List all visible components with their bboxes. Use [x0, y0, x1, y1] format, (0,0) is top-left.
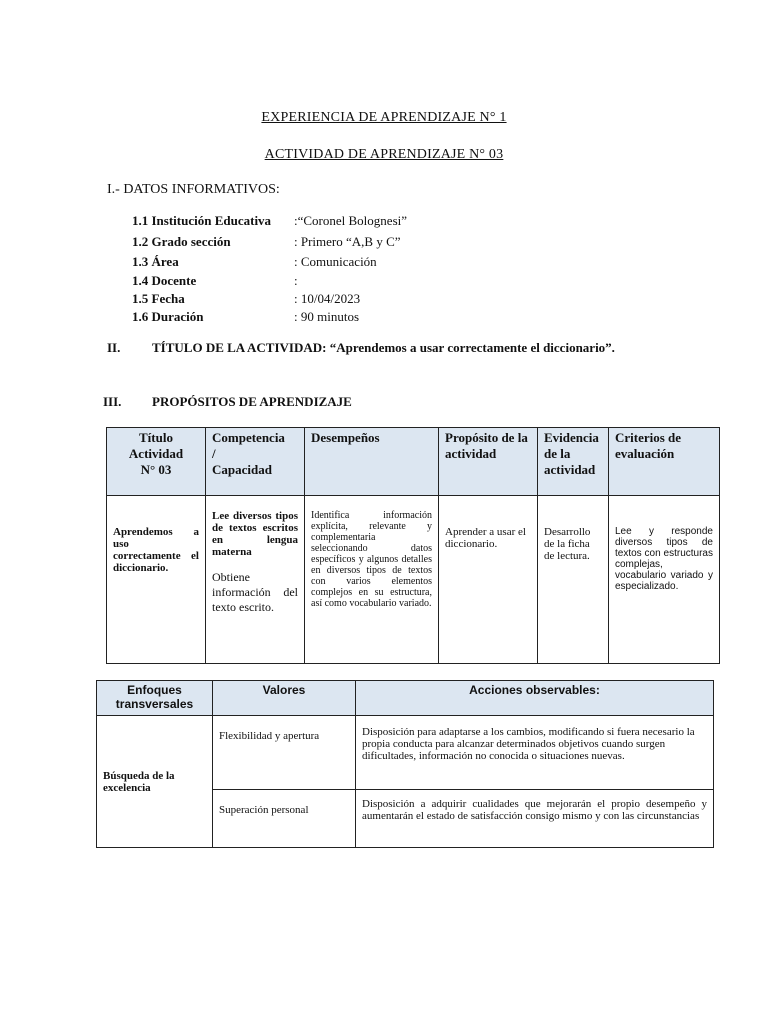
cell-accion: Disposición a adquirir cualidades que mejorarán el propio desempeño y aumentarán el estado de satisfacción consigo mismo y con las circunstancias: [356, 790, 714, 848]
info-key: 1.1 Institución Educativa: [132, 213, 272, 228]
cell-evidencia: Desarrollo de la ficha de lectura.: [538, 496, 609, 664]
section-datos-heading: I.- DATOS INFORMATIVOS:: [107, 182, 280, 197]
enfoques-table: [96, 680, 714, 848]
info-key: 1.2 Grado sección: [132, 234, 231, 249]
info-value: :“Coronel Bolognesi”: [294, 213, 408, 228]
section-3-number: III.: [103, 394, 122, 409]
capacidad-text: Obtiene información del texto escrito.: [212, 570, 298, 614]
header-competencia: [206, 428, 305, 496]
header-line: Competencia: [212, 430, 285, 445]
info-value: :: [294, 273, 298, 288]
info-key: 1.6 Duración: [132, 309, 204, 324]
cell-criterios: Lee y responde diversos tipos de textos con estructuras complejas, vocabulario variado y especializado.: [609, 496, 720, 664]
section-3-heading: PROPÓSITOS DE APRENDIZAJE: [152, 394, 352, 409]
cell-proposito: Aprender a usar el diccionario.: [439, 496, 538, 664]
competencia-text: Lee diversos tipos de textos escritos en lengua materna: [212, 510, 298, 558]
header-line: Capacidad: [212, 462, 272, 477]
header-desempenos: Desempeños: [305, 428, 439, 496]
document-title: EXPERIENCIA DE APRENDIZAJE N° 1: [261, 110, 507, 125]
table-row: [107, 496, 720, 664]
info-key: 1.4 Docente: [132, 273, 197, 288]
activity-name: Aprendemos a uso correctamente el diccionario.: [113, 526, 199, 574]
section-2-number: II.: [107, 340, 121, 355]
activity-title: ACTIVIDAD DE APRENDIZAJE N° 03: [264, 147, 504, 162]
header-acciones: Acciones observables:: [356, 681, 714, 716]
table-row: [97, 716, 714, 790]
cell-valor: Superación personal: [213, 790, 356, 848]
cell-enfoque: Búsqueda de la excelencia: [97, 716, 213, 848]
cell-titulo: [107, 496, 206, 664]
header-evidencia: Evidencia de la actividad: [538, 428, 609, 496]
header-titulo: [107, 428, 206, 496]
header-line: Título: [139, 430, 173, 445]
header-enfoques: Enfoques transversales: [97, 681, 213, 716]
cell-accion: Disposición para adaptarse a los cambios, modificando si fuera necesario la propia conducta para alcanzar determinados objetivos cuando surgen dificultades, información no conocida o situaciones nuevas.: [356, 716, 714, 790]
info-key: 1.5 Fecha: [132, 291, 185, 306]
info-value: : 10/04/2023: [294, 291, 361, 306]
info-value: : 90 minutos: [294, 309, 360, 324]
cell-valor: Flexibilidad y apertura: [213, 716, 356, 790]
header-line: /: [212, 446, 216, 461]
header-criterios: Criterios de evaluación: [609, 428, 720, 496]
cell-competencia: [206, 496, 305, 664]
header-line: Actividad: [128, 446, 184, 461]
header-proposito: Propósito de la actividad: [439, 428, 538, 496]
cell-desempenos: Identifica información explícita, relevante y complementaria seleccionando datos específicos y algunos detalles en diversos tipos de textos con varios elementos complejos en su estructura, así como vocabulario variado.: [305, 496, 439, 664]
info-key: 1.3 Área: [132, 254, 179, 269]
info-value: : Comunicación: [294, 254, 377, 269]
table-header-row: [97, 681, 714, 716]
header-line: N° 03: [140, 462, 172, 477]
propositos-table: [106, 427, 720, 664]
info-value: : Primero “A,B y C”: [294, 234, 401, 249]
header-valores: Valores: [213, 681, 356, 716]
table-header-row: [107, 428, 720, 496]
activity-title-line: TÍTULO DE LA ACTIVIDAD: “Aprendemos a usar correctamente el diccionario”.: [152, 340, 615, 355]
